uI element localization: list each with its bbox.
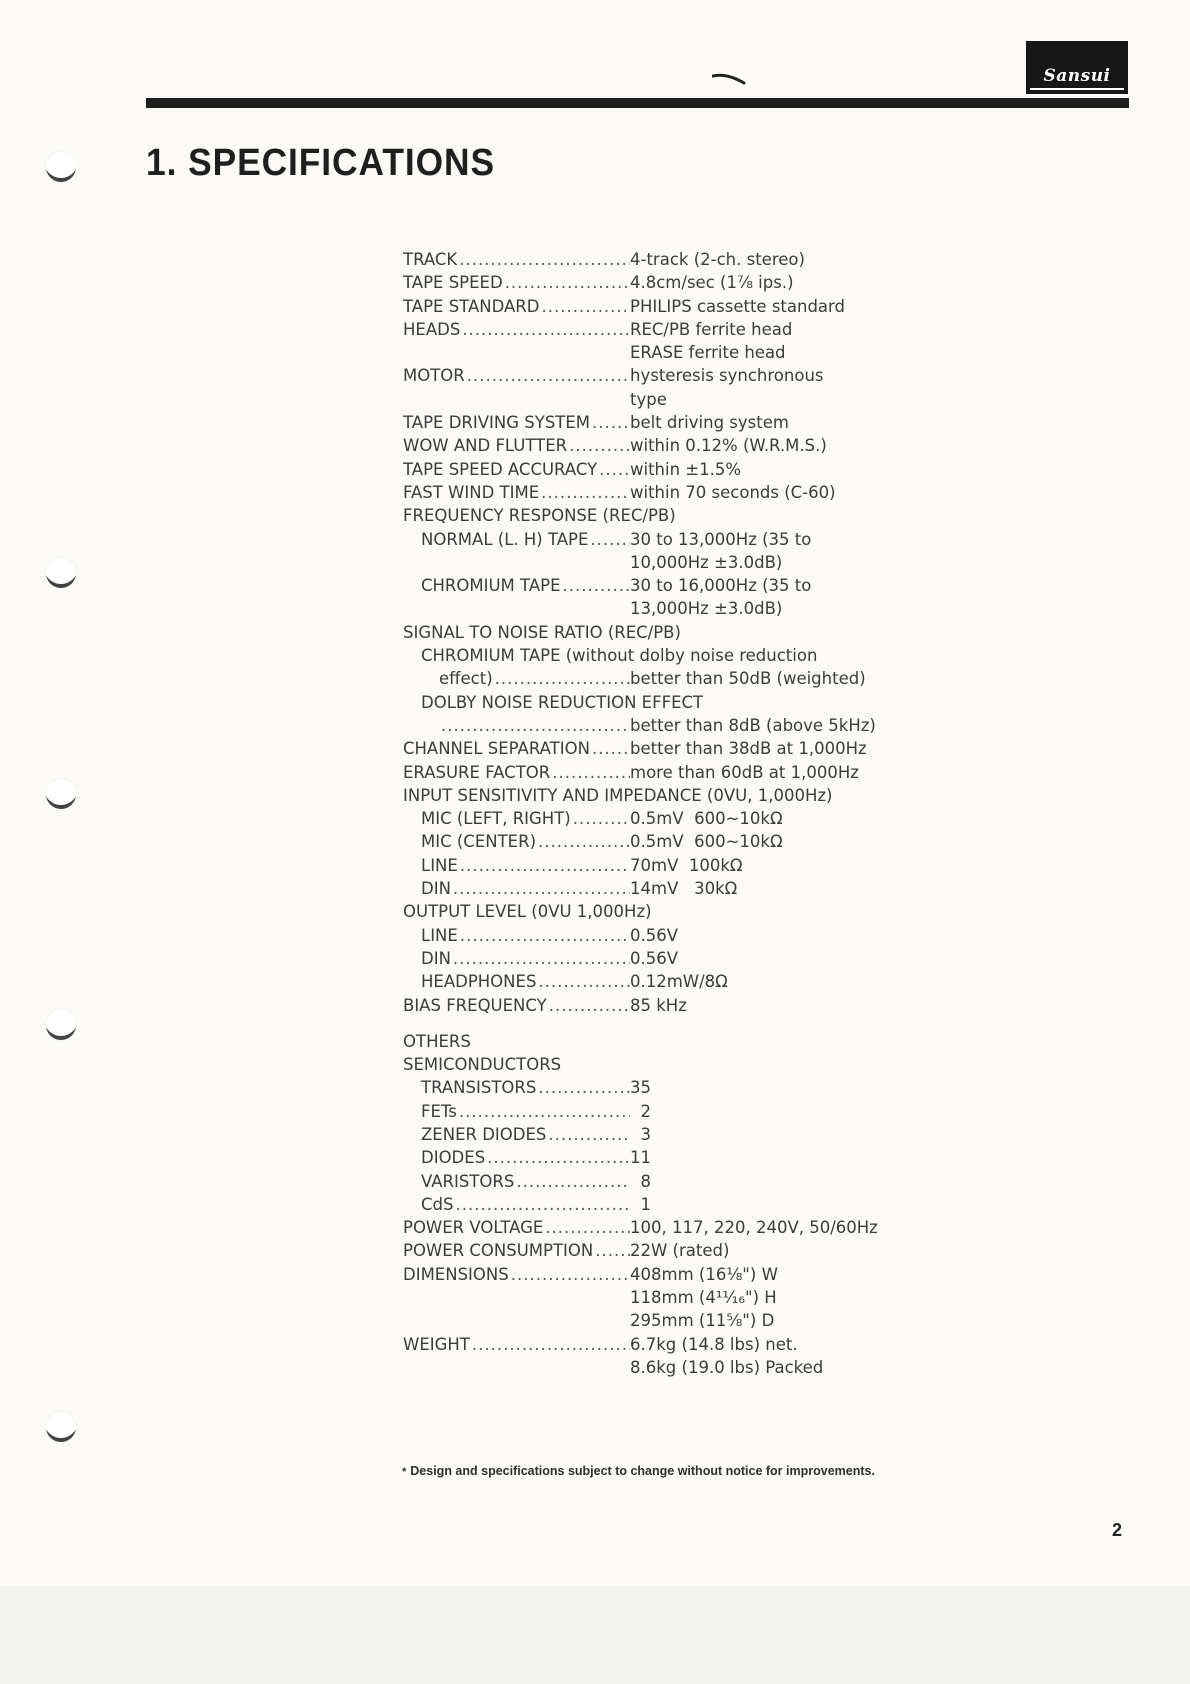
spec-row bbox=[403, 1123, 923, 1146]
spec-label bbox=[403, 1170, 630, 1193]
spec-value: 2 bbox=[630, 1101, 651, 1121]
spec-value: belt driving system bbox=[630, 413, 789, 433]
spec-label bbox=[403, 1239, 630, 1262]
spec-label-text: MIC (LEFT, RIGHT) bbox=[421, 809, 571, 829]
spec-row bbox=[403, 528, 923, 551]
dot-leader bbox=[592, 737, 630, 760]
dot-leader bbox=[538, 1076, 630, 1099]
spec-heading bbox=[403, 1053, 923, 1076]
spec-row bbox=[403, 551, 923, 574]
spec-value: within 70 seconds (C-60) bbox=[630, 482, 836, 502]
spec-value: 0.12mW/8Ω bbox=[630, 972, 728, 992]
dot-leader bbox=[599, 458, 630, 481]
spec-row bbox=[403, 318, 923, 341]
spec-label-text: WEIGHT bbox=[403, 1334, 470, 1354]
spec-heading bbox=[403, 1030, 923, 1053]
spec-label-text: TAPE SPEED ACCURACY bbox=[403, 459, 598, 479]
dot-leader bbox=[453, 877, 630, 900]
spec-label bbox=[403, 411, 630, 434]
spec-row bbox=[403, 295, 923, 318]
dot-leader bbox=[541, 295, 630, 318]
dot-leader bbox=[459, 248, 630, 271]
spec-label bbox=[403, 807, 630, 830]
spec-value: 22W (rated) bbox=[630, 1241, 730, 1261]
spec-row bbox=[403, 737, 923, 760]
spec-value: 8.6kg (19.0 lbs) Packed bbox=[630, 1357, 824, 1377]
spec-row bbox=[403, 1193, 923, 1216]
spec-label-text: LINE bbox=[421, 925, 458, 945]
dot-leader bbox=[592, 411, 630, 434]
spec-value: 0.5mV 600~10kΩ bbox=[630, 809, 783, 829]
spec-label-text: MIC (CENTER) bbox=[421, 832, 537, 852]
spec-row bbox=[403, 877, 923, 900]
spec-label bbox=[403, 1146, 630, 1169]
spec-heading bbox=[403, 691, 923, 714]
spec-row bbox=[403, 1216, 923, 1239]
spec-heading-text: OUTPUT LEVEL (0VU 1,000Hz) bbox=[403, 902, 652, 922]
spec-heading bbox=[403, 644, 923, 667]
footnote bbox=[402, 1462, 882, 1481]
spec-label-text: CHROMIUM TAPE bbox=[421, 576, 561, 596]
dot-leader bbox=[545, 1216, 630, 1239]
spec-label bbox=[403, 1333, 630, 1356]
spec-label-text: FETs bbox=[421, 1101, 457, 1121]
spec-label bbox=[403, 714, 630, 737]
spec-row bbox=[403, 994, 923, 1017]
spec-row bbox=[403, 597, 923, 620]
spec-value: 118mm (4¹¹⁄₁₆") H bbox=[630, 1288, 777, 1308]
spec-label bbox=[403, 667, 630, 690]
brand-logo bbox=[1026, 41, 1128, 94]
spec-label-text: DIMENSIONS bbox=[403, 1264, 509, 1284]
dot-leader bbox=[460, 924, 630, 947]
dot-leader bbox=[595, 1239, 630, 1262]
spec-row bbox=[403, 1263, 923, 1286]
binder-hole bbox=[46, 1412, 76, 1442]
spec-label bbox=[403, 947, 630, 970]
spec-label-text: VARISTORS bbox=[421, 1171, 515, 1191]
dot-leader bbox=[549, 994, 630, 1017]
spec-value: hysteresis synchronous bbox=[630, 366, 824, 386]
spec-heading-text: OTHERS bbox=[403, 1031, 471, 1051]
spec-heading bbox=[403, 621, 923, 644]
spec-row bbox=[403, 924, 923, 947]
spec-row bbox=[403, 1286, 923, 1309]
spec-row bbox=[403, 667, 923, 690]
binder-hole bbox=[46, 558, 76, 588]
spec-row bbox=[403, 458, 923, 481]
spec-value: 0.56V bbox=[630, 948, 679, 968]
spec-value: 295mm (11⅝") D bbox=[630, 1311, 775, 1331]
spec-value: 10,000Hz ±3.0dB) bbox=[630, 552, 783, 572]
spec-value: 4-track (2-ch. stereo) bbox=[630, 250, 805, 269]
spec-row bbox=[403, 434, 923, 457]
spec-label-text: FAST WIND TIME bbox=[403, 482, 540, 502]
spec-label bbox=[403, 318, 630, 341]
spec-label bbox=[403, 364, 630, 387]
binder-hole bbox=[46, 152, 76, 182]
spec-label bbox=[403, 295, 630, 318]
spec-heading-text: FREQUENCY RESPONSE (REC/PB) bbox=[403, 506, 676, 526]
spec-row bbox=[403, 947, 923, 970]
dot-leader bbox=[487, 1146, 630, 1169]
spec-value: within ±1.5% bbox=[630, 459, 742, 479]
dot-leader bbox=[541, 481, 630, 504]
spec-value: ERASE ferrite head bbox=[630, 343, 786, 363]
spec-label-text: TRACK bbox=[403, 250, 458, 269]
spec-value: REC/PB ferrite head bbox=[630, 319, 793, 339]
scan-margin bbox=[0, 1586, 1190, 1684]
spec-value: better than 50dB (weighted) bbox=[630, 669, 866, 689]
dot-leader bbox=[573, 807, 630, 830]
spec-label bbox=[403, 994, 630, 1017]
spec-value: 85 kHz bbox=[630, 995, 687, 1015]
spec-row bbox=[403, 1100, 923, 1123]
dot-leader bbox=[462, 318, 630, 341]
spec-heading bbox=[403, 900, 923, 923]
spec-label bbox=[403, 434, 630, 457]
dot-leader bbox=[548, 1123, 630, 1146]
spec-label bbox=[403, 1263, 630, 1286]
spec-label-text: ERASURE FACTOR bbox=[403, 762, 551, 782]
spec-label bbox=[403, 271, 630, 294]
spec-row bbox=[403, 1309, 923, 1332]
spec-label bbox=[403, 528, 630, 551]
spec-value: 30 to 13,000Hz (35 to bbox=[630, 529, 812, 549]
spec-label bbox=[403, 574, 630, 597]
spec-row bbox=[403, 574, 923, 597]
dot-leader bbox=[552, 761, 630, 784]
dot-leader bbox=[505, 271, 630, 294]
spec-row bbox=[403, 830, 923, 853]
spec-value: 35 bbox=[630, 1078, 651, 1098]
spec-label-text: ZENER DIODES bbox=[421, 1124, 547, 1144]
spec-value: 4.8cm/sec (1⅞ ips.) bbox=[630, 273, 794, 293]
spec-label bbox=[403, 248, 630, 271]
spec-heading-text: SIGNAL TO NOISE RATIO (REC/PB) bbox=[403, 622, 681, 642]
spec-label-text: CdS bbox=[421, 1194, 454, 1214]
spec-value: 13,000Hz ±3.0dB) bbox=[630, 599, 783, 619]
page-title: 1. SPECIFICATIONS bbox=[146, 142, 495, 184]
spec-value: 1 bbox=[630, 1194, 651, 1214]
spec-value: better than 38dB at 1,000Hz bbox=[630, 739, 867, 759]
spec-label-text: HEADPHONES bbox=[421, 972, 537, 992]
spec-row bbox=[403, 1356, 923, 1379]
dot-leader bbox=[467, 364, 630, 387]
spec-label-text: NORMAL (L. H) TAPE bbox=[421, 529, 589, 549]
spec-value: 408mm (16⅛") W bbox=[630, 1264, 778, 1284]
spec-value: 30 to 16,000Hz (35 to bbox=[630, 576, 812, 596]
spec-value: 100, 117, 220, 240V, 50/60Hz bbox=[630, 1218, 878, 1238]
spec-label bbox=[403, 830, 630, 853]
spec-label-text: WOW AND FLUTTER bbox=[403, 436, 568, 456]
spec-label-text: BIAS FREQUENCY bbox=[403, 995, 547, 1015]
dot-leader bbox=[460, 854, 630, 877]
spec-row bbox=[403, 1170, 923, 1193]
dot-leader bbox=[538, 830, 630, 853]
page-number: 2 bbox=[1112, 1520, 1123, 1540]
spec-label-text: TAPE STANDARD bbox=[403, 296, 540, 316]
spec-row bbox=[403, 364, 923, 387]
spec-row bbox=[403, 714, 923, 737]
spec-row bbox=[403, 411, 923, 434]
spec-row bbox=[403, 1333, 923, 1356]
dot-leader bbox=[569, 434, 630, 457]
spec-row bbox=[403, 807, 923, 830]
spec-label-text: DIN bbox=[421, 879, 451, 899]
spec-label-text: TAPE DRIVING SYSTEM bbox=[403, 413, 591, 433]
spec-label bbox=[403, 1100, 630, 1123]
dot-leader bbox=[459, 1100, 630, 1123]
spec-label-text: TRANSISTORS bbox=[421, 1078, 537, 1098]
spec-label-text: effect) bbox=[439, 669, 493, 689]
dot-leader bbox=[495, 667, 630, 690]
spec-value: 0.5mV 600~10kΩ bbox=[630, 832, 783, 852]
spec-row bbox=[403, 970, 923, 993]
spec-value: 0.56V bbox=[630, 925, 679, 945]
spec-label bbox=[403, 1076, 630, 1099]
spec-gap bbox=[403, 1017, 923, 1030]
spec-row bbox=[403, 1239, 923, 1262]
spec-row bbox=[403, 248, 923, 271]
spec-row bbox=[403, 761, 923, 784]
spec-value: 8 bbox=[630, 1171, 651, 1191]
spec-heading-text: CHROMIUM TAPE (without dolby noise reduction bbox=[421, 646, 818, 666]
spec-value: type bbox=[630, 389, 667, 409]
logo-underline bbox=[1030, 88, 1124, 90]
spec-label bbox=[403, 877, 630, 900]
footnote-marker: * bbox=[402, 1466, 407, 1478]
spec-label bbox=[403, 458, 630, 481]
spec-row bbox=[403, 388, 923, 411]
spec-label bbox=[403, 854, 630, 877]
spec-heading-text: DOLBY NOISE REDUCTION EFFECT bbox=[421, 692, 704, 712]
spec-row bbox=[403, 481, 923, 504]
spec-label bbox=[403, 1193, 630, 1216]
spec-row bbox=[403, 1076, 923, 1099]
spec-label bbox=[403, 924, 630, 947]
spec-label-text: MOTOR bbox=[403, 366, 465, 386]
spec-label-text: DIN bbox=[421, 948, 451, 968]
dot-leader bbox=[516, 1170, 630, 1193]
footnote-text: Design and specifications subject to change without notice for improvements. bbox=[410, 1464, 875, 1478]
spec-row bbox=[403, 854, 923, 877]
spec-label bbox=[403, 481, 630, 504]
dot-leader bbox=[455, 1193, 630, 1216]
spec-label-text: LINE bbox=[421, 855, 458, 875]
spec-value: 6.7kg (14.8 lbs) net. bbox=[630, 1334, 798, 1354]
spec-label bbox=[403, 1123, 630, 1146]
dot-leader bbox=[590, 528, 630, 551]
spec-value: 3 bbox=[630, 1124, 651, 1144]
binder-hole bbox=[46, 779, 76, 809]
spec-value: better than 8dB (above 5kHz) bbox=[630, 715, 876, 735]
spec-value: PHILIPS cassette standard bbox=[630, 296, 845, 316]
spec-label-text: POWER VOLTAGE bbox=[403, 1218, 544, 1238]
spec-label-text: POWER CONSUMPTION bbox=[403, 1241, 594, 1261]
dot-leader bbox=[453, 947, 630, 970]
spec-label-text: HEADS bbox=[403, 319, 461, 339]
pen-mark-icon bbox=[712, 73, 746, 85]
binder-hole bbox=[46, 1010, 76, 1040]
spec-label bbox=[403, 970, 630, 993]
spec-value: 70mV 100kΩ bbox=[630, 855, 743, 875]
spec-heading-text: SEMICONDUCTORS bbox=[403, 1055, 562, 1075]
spec-row bbox=[403, 341, 923, 364]
spec-label-text: DIODES bbox=[421, 1148, 486, 1168]
header-rule bbox=[146, 98, 1129, 108]
brand-logo-text: Sansui bbox=[1043, 66, 1111, 86]
spec-row bbox=[403, 271, 923, 294]
specifications-list bbox=[403, 248, 923, 1379]
spec-value: within 0.12% (W.R.M.S.) bbox=[630, 436, 827, 456]
spec-label bbox=[403, 737, 630, 760]
dot-leader bbox=[472, 1333, 630, 1356]
dot-leader bbox=[563, 574, 630, 597]
dot-leader bbox=[441, 714, 630, 737]
spec-value: 11 bbox=[630, 1148, 651, 1168]
dot-leader bbox=[538, 970, 630, 993]
spec-label-text: CHANNEL SEPARATION bbox=[403, 739, 590, 759]
spec-heading-text: INPUT SENSITIVITY AND IMPEDANCE (0VU, 1,000Hz) bbox=[403, 785, 833, 805]
spec-heading bbox=[403, 784, 923, 807]
dot-leader bbox=[511, 1263, 630, 1286]
spec-label-text: TAPE SPEED bbox=[403, 273, 503, 293]
spec-value: 14mV 30kΩ bbox=[630, 879, 738, 899]
spec-value: more than 60dB at 1,000Hz bbox=[630, 762, 859, 782]
spec-label bbox=[403, 1216, 630, 1239]
spec-heading bbox=[403, 504, 923, 527]
spec-row bbox=[403, 1146, 923, 1169]
spec-label bbox=[403, 761, 630, 784]
